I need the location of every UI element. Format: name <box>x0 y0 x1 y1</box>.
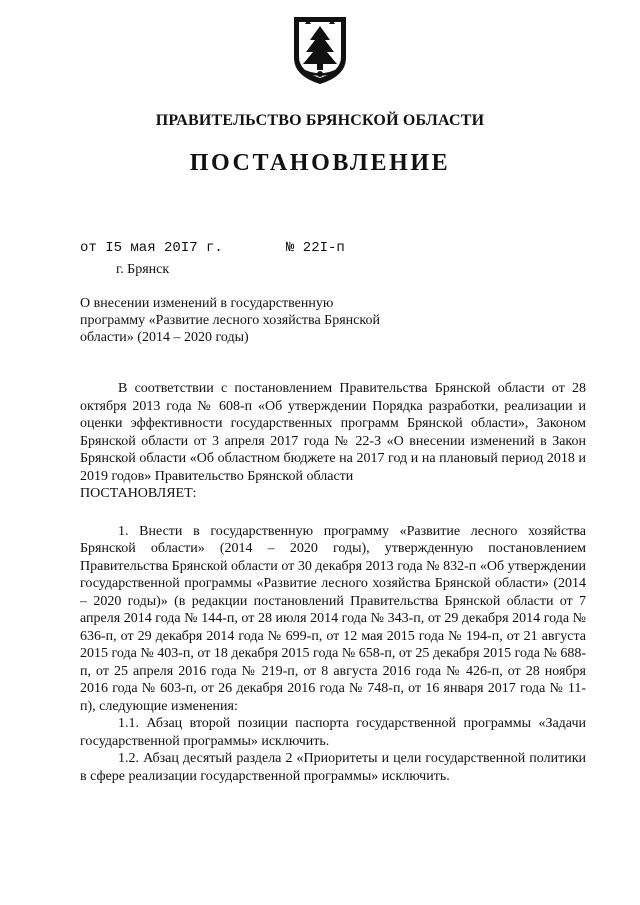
preamble-paragraph: В соответствии с постановлением Правительства Брянской области от 28 октября 2013 года № 608-п «Об утверждении Порядка разработки, реализации и оценки эффективности государственных программ Брянской области», Законом Брянской области от 3 апреля 2017 года № 22-З «О внесении изменений в Закон Брянской области «Об областном бюджете на 2017 год и на плановый период 2018 и 2019 годов» Правительство Брянской области <box>80 381 586 484</box>
document-subject: О внесении изменений в государственную программу «Развитие лесного хозяйства Брянской области» (2014 – 2020 годы) <box>80 296 380 345</box>
document-type-title: ПОСТАНОВЛЕНИЕ <box>189 150 451 176</box>
bryansk-oblast-coat-of-arms-icon <box>291 14 349 86</box>
document-city: г. Брянск <box>116 262 170 277</box>
item-1-1-paragraph: 1.1. Абзац второй позиции паспорта государственной программы «Задачи государственной программы» исключить. <box>80 716 586 749</box>
government-name: ПРАВИТЕЛЬСТВО БРЯНСКОЙ ОБЛАСТИ <box>155 112 485 129</box>
document-number: № 22I-п <box>286 240 345 256</box>
document-date: от I5 мая 20I7 г. <box>80 240 223 256</box>
item-1-2-paragraph: 1.2. Абзац десятый раздела 2 «Приоритеты и цели государственной политики в сфере реализации государственной программы» исключить. <box>80 751 586 784</box>
document-body <box>80 380 586 785</box>
resolves-heading: ПОСТАНОВЛЯЕТ: <box>80 486 197 501</box>
item-1-paragraph: 1. Внести в государственную программу «Развитие лесного хозяйства Брянской области» (2014 – 2020 годы), утвержденную постановлением Правительства Брянской области от 30 декабря 2013 года № 832-п «Об утверждении государственной программы «Развитие лесного хозяйства Брянской области» (2014 – 2020 годы)» (в редакции постановлений Правительства Брянской области от 7 апреля 2014 года № 144-п, от 28 июля 2014 года № 343-п, от 29 декабря 2014 года № 636-п, от 29 декабря 2014 года № 699-п, от 12 мая 2015 года № 194-п, от 21 августа 2015 года № 403-п, от 18 декабря 2015 года № 658-п, от 25 декабря 2015 года № 688-п, от 25 апреля 2016 года № 219-п, от 8 августа 2016 года № 426-п, от 28 ноября 2016 года № 603-п, от 26 декабря 2016 года № 748-п, от 16 января 2017 года № 11-п), следующие изменения: <box>80 523 586 714</box>
